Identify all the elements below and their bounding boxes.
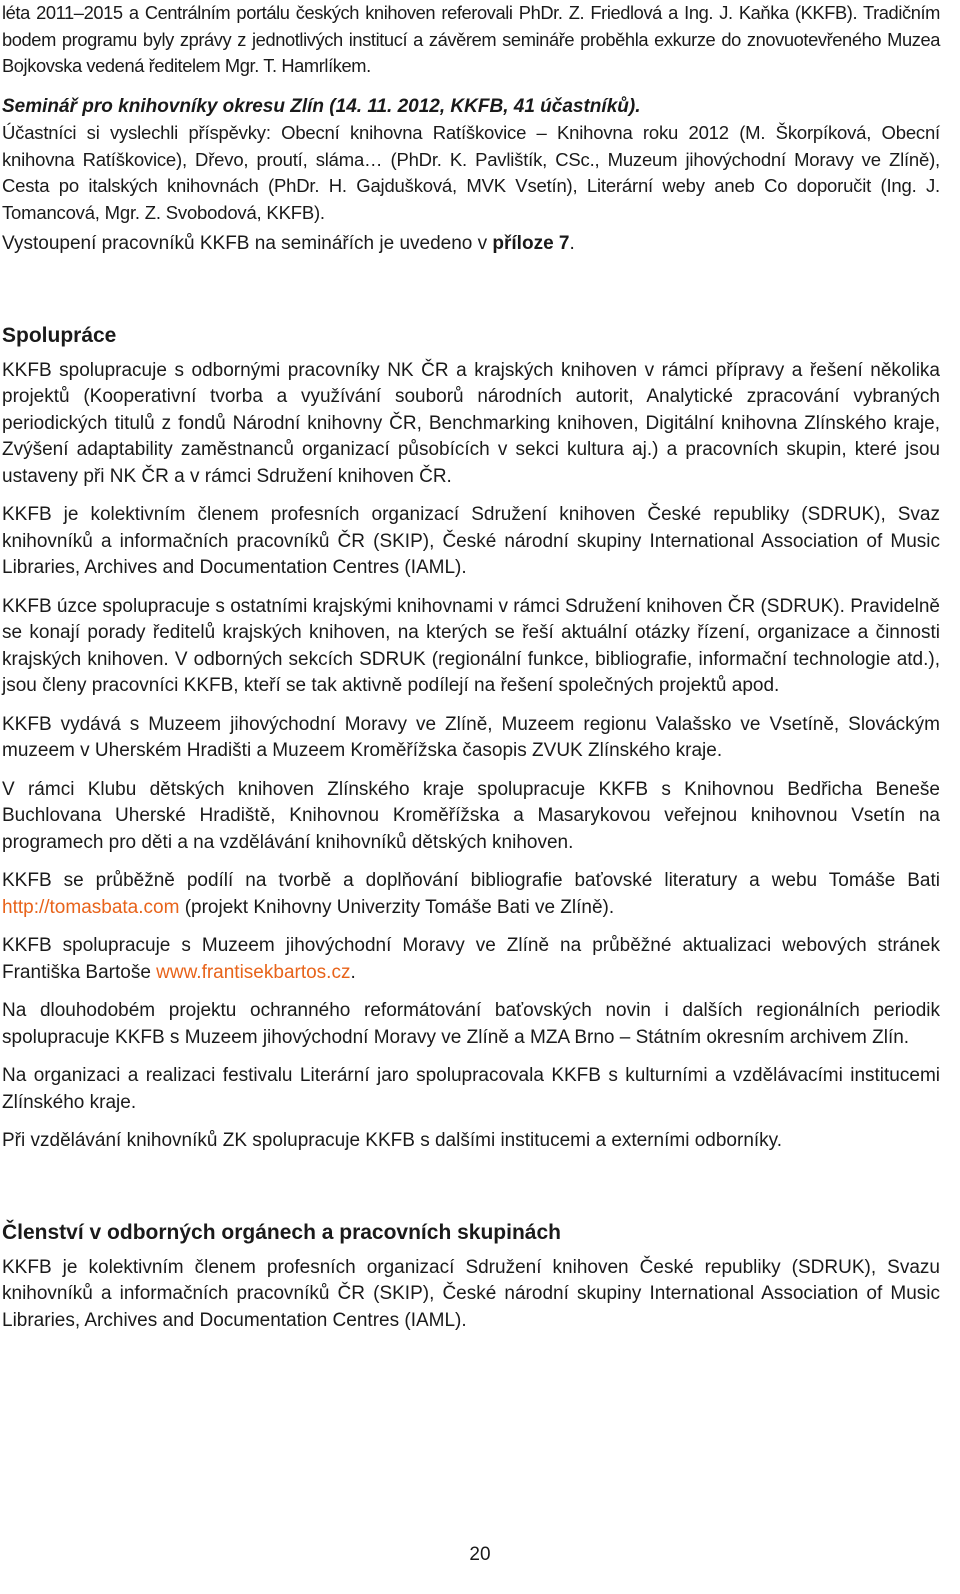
spoluprace-paragraph-9: Na organizaci a realizaci festivalu Literární jaro spolupracovala KKFB s kulturními a vzdělávacími institucemi Zlínského kraje. [2, 1065, 940, 1113]
frantisekbartos-link[interactable]: www.frantisekbartos.cz [156, 961, 351, 983]
note-text: Vystoupení pracovníků KKFB na seminářích je uvedeno v [2, 233, 493, 254]
spoluprace-paragraph-1: KKFB spolupracuje s odbornými pracovníky NK ČR a krajských knihoven v rámci přípravy a řešení několika projektů (Kooperativní tvorba a využívání souborů národních autorit, Analytické zpracování vybraných periodických titulů z fondů Národní knihovny ČR, Benchmarking knihoven, Digitální knihovna Zlínského kraje, Zvýšení adaptability zaměstnanců organizací působících v sekci kultura aj.) a pracovních skupin, které jsou ustaveny při NK ČR a v rámci Sdružení knihoven ČR. [2, 359, 940, 487]
spoluprace-paragraph-5: V rámci Klubu dětských knihoven Zlínského kraje spolupracuje KKFB s Knihovnou Bedřicha Beneše Buchlovana Uherské Hradiště, Knihovnou Kroměřížska a Masarykovou veřejnou knihovnou Vsetín na programech pro děti a na vzdělávání knihovníků dětských knihoven. [2, 778, 940, 853]
seminar-body: Účastníci si vyslechli příspěvky: Obecní knihovna Ratíškovice – Knihovna roku 2012 (M. Škorpíková, Obecní knihovna Ratíškovice), Dřevo, proutí, sláma… (PhDr. K. Pavlištík, CSc., Muzeum jihovýchodní Moravy ve Zlíně), Cesta po italských knihovnách (PhDr. H. Gajdušková, MVK Vsetín), Literární weby aneb Co doporučit (Ing. J. Tomancová, Mgr. Z. Svobodová, KKFB). [2, 122, 940, 223]
intro-paragraph: léta 2011–2015 a Centrálním portálu českých knihoven referovali PhDr. Z. Friedlová a Ing. J. Kaňka (KKFB). Tradičním bodem programu byly zprávy z jednotlivých institucí a závěrem semináře proběhla exkurze do znovuotevřeného Muzea Bojkovska vedená ředitelem Mgr. T. Hamrlíkem. [2, 2, 940, 76]
tomasbata-link[interactable]: http://tomasbata.com [2, 896, 180, 918]
spoluprace-paragraph-8: Na dlouhodobém projektu ochranného reformátování baťovských novin i dalších regionálních periodik spolupracuje KKFB s Muzeem jihovýchodní Moravy ve Zlíně a MZA Brno – Státním okresním archivem Zlín. [2, 1000, 940, 1048]
clenstvi-paragraph-1: KKFB je kolektivním členem profesních organizací Sdružení knihoven České republiky (SDRUK), Svazu knihovníků a informačních pracovníků ČR (SKIP), České národní skupiny International Association of Music Libraries, Archives and Documentation Centres (IAML). [2, 1256, 940, 1331]
spoluprace-paragraph-4: KKFB vydává s Muzeem jihovýchodní Moravy ve Zlíně, Muzeem regionu Valašsko ve Vsetíně, Slováckým muzeem v Uherském Hradišti a Muzeem Kroměřížska časopis ZVUK Zlínského kraje. [2, 713, 940, 761]
p7-text: KKFB spolupracuje s Muzeem jihovýchodní Moravy ve Zlíně na průběžné aktualizaci webových stránek Františka Bartoše [2, 935, 940, 983]
p7-suffix: . [350, 961, 356, 983]
section-heading-clenstvi: Členství v odborných orgánech a pracovních skupinách [2, 1220, 561, 1244]
section-heading-spoluprace: Spolupráce [2, 323, 117, 347]
note-attachment-ref: příloze 7 [492, 233, 570, 254]
page-number: 20 [469, 1544, 491, 1565]
attachment-note [2, 231, 940, 258]
spoluprace-paragraph-6 [2, 868, 940, 921]
p6-suffix: (projekt Knihovny Univerzity Tomáše Bati ve Zlíně). [179, 896, 615, 918]
seminar-title: Seminář pro knihovníky okresu Zlín (14. 11. 2012, KKFB, 41 účastníků). [2, 95, 641, 117]
note-suffix: . [569, 233, 575, 254]
spoluprace-paragraph-3: KKFB úzce spolupracuje s ostatními krajskými knihovnami v rámci Sdružení knihoven ČR (SDRUK). Pravidelně se konají porady ředitelů krajských knihoven, na kterých se řeší aktuální otázky řízení, organizace a činnosti krajských knihoven. V odborných sekcích SDRUK (regionální funkce, bibliografie, informační technologie atd.), jsou členy pracovníci KKFB, kteří se tak aktivně podílejí na řešení společných projektů apod. [2, 595, 940, 696]
p6-text: KKFB se průběžně podílí na tvorbě a doplňování bibliografie baťovské literatury a webu Tomáše Bati [2, 870, 940, 891]
spoluprace-paragraph-7 [2, 933, 940, 986]
spoluprace-paragraph-2: KKFB je kolektivním členem profesních organizací Sdružení knihoven České republiky (SDRUK), Svaz knihovníků a informačních pracovníků ČR (SKIP), České národní skupiny International Association of Music Libraries, Archives and Documentation Centres (IAML). [2, 504, 940, 578]
spoluprace-paragraph-10: Při vzdělávání knihovníků ZK spolupracuje KKFB s dalšími institucemi a externími odborníky. [2, 1130, 783, 1151]
